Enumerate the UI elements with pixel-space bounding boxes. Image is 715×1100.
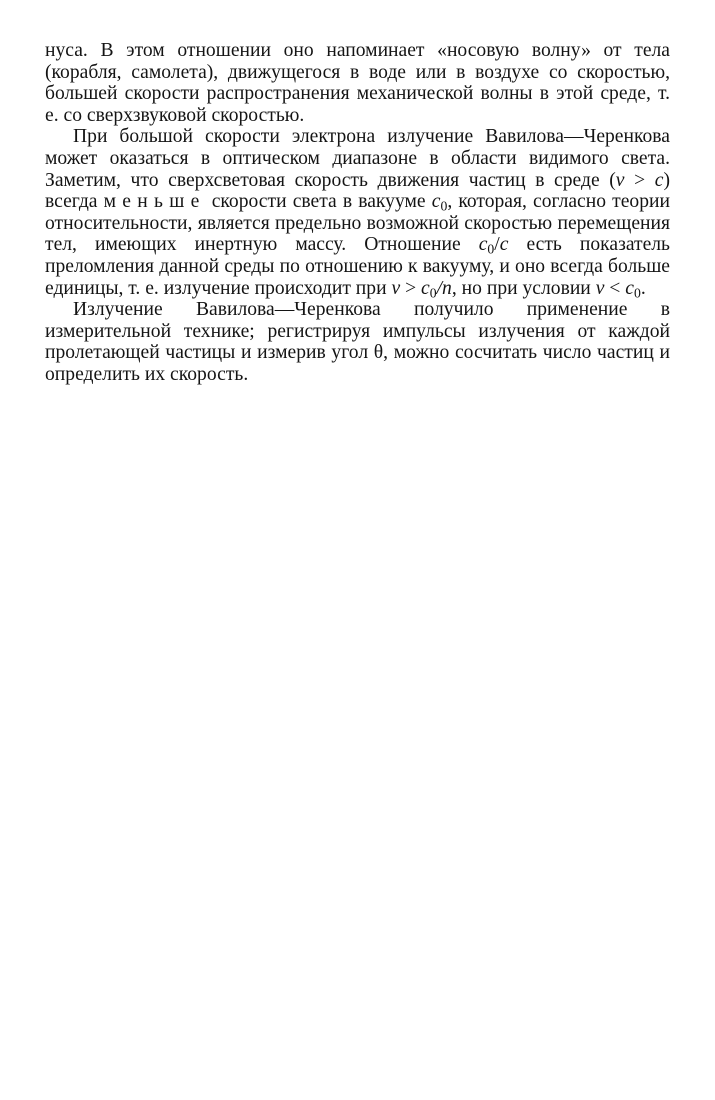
paragraph-2 <box>45 126 670 299</box>
p3-text-b: , можно сосчитать число частиц и определить их скорость. <box>45 342 670 385</box>
p2-text-end: . <box>640 277 646 299</box>
p2-cond-op: > <box>624 169 655 191</box>
p2-emphasis-word: меньше <box>103 191 206 213</box>
p2-text-e: есть показатель преломления данной среды по отношению к вакууму, и оно всегда больше единицы, т. е. излучение происходит при <box>45 234 670 299</box>
p2-ratio-slash: / <box>494 234 500 256</box>
p2-ratio-num-sub: 0 <box>487 241 495 257</box>
p2-text-a: При большой скорости электрона излучение Вавилова—Черенкова может оказаться в оптическом диапазоне в области видимого света. Заметим, что сверхсветовая скорость движения частиц в среде ( <box>45 126 670 191</box>
p2-ineq2-op: < <box>604 277 626 299</box>
p2-ineq1-op: > <box>400 277 422 299</box>
paragraph-1 <box>45 40 670 126</box>
paragraph-3 <box>45 299 670 385</box>
p2-ineq2-v: v <box>595 277 605 299</box>
p2-text-b: ) всегда <box>45 169 670 213</box>
p2-cond-v: v <box>615 169 625 191</box>
p2-ineq1-c: c <box>421 277 430 299</box>
page-text-block <box>45 40 670 386</box>
p2-c0-base: c <box>431 191 441 213</box>
p2-ineq1-sub: 0 <box>429 284 437 300</box>
p2-cond-c: c <box>654 169 664 191</box>
paragraph-1-text: нуса. В этом отношении оно напоминает «носовую волну» от тела (корабля, самолета), движущегося в воде или в воздухе со скоростью, большей скорости распространения механической волны в этой среде, т. е. со сверхзвуковой скоростью. <box>45 40 670 126</box>
p3-theta-symbol: θ <box>373 342 384 364</box>
p2-c0-sub: 0 <box>440 198 448 214</box>
p2-ineq1-n: /n <box>436 277 452 299</box>
p2-text-f: , но при условии <box>451 277 596 299</box>
p2-ratio-num: c <box>478 234 488 256</box>
p2-ineq2-sub: 0 <box>633 284 641 300</box>
p2-ineq2-c: c <box>625 277 634 299</box>
p2-ratio-den: c <box>499 234 509 256</box>
p2-text-c: скорости света в вакууме <box>205 191 432 213</box>
p2-ineq1-v: v <box>391 277 401 299</box>
p3-text-a: Излучение Вавилова—Черенкова получило применение в измерительной технике; регистрируя импульсы излучения от каждой пролетающей частицы и измерив угол <box>45 299 670 364</box>
p2-text-d: , которая, согласно теории относительности, является предельно возможной скоростью перемещения тел, имеющих инертную массу. Отношение <box>45 191 670 256</box>
